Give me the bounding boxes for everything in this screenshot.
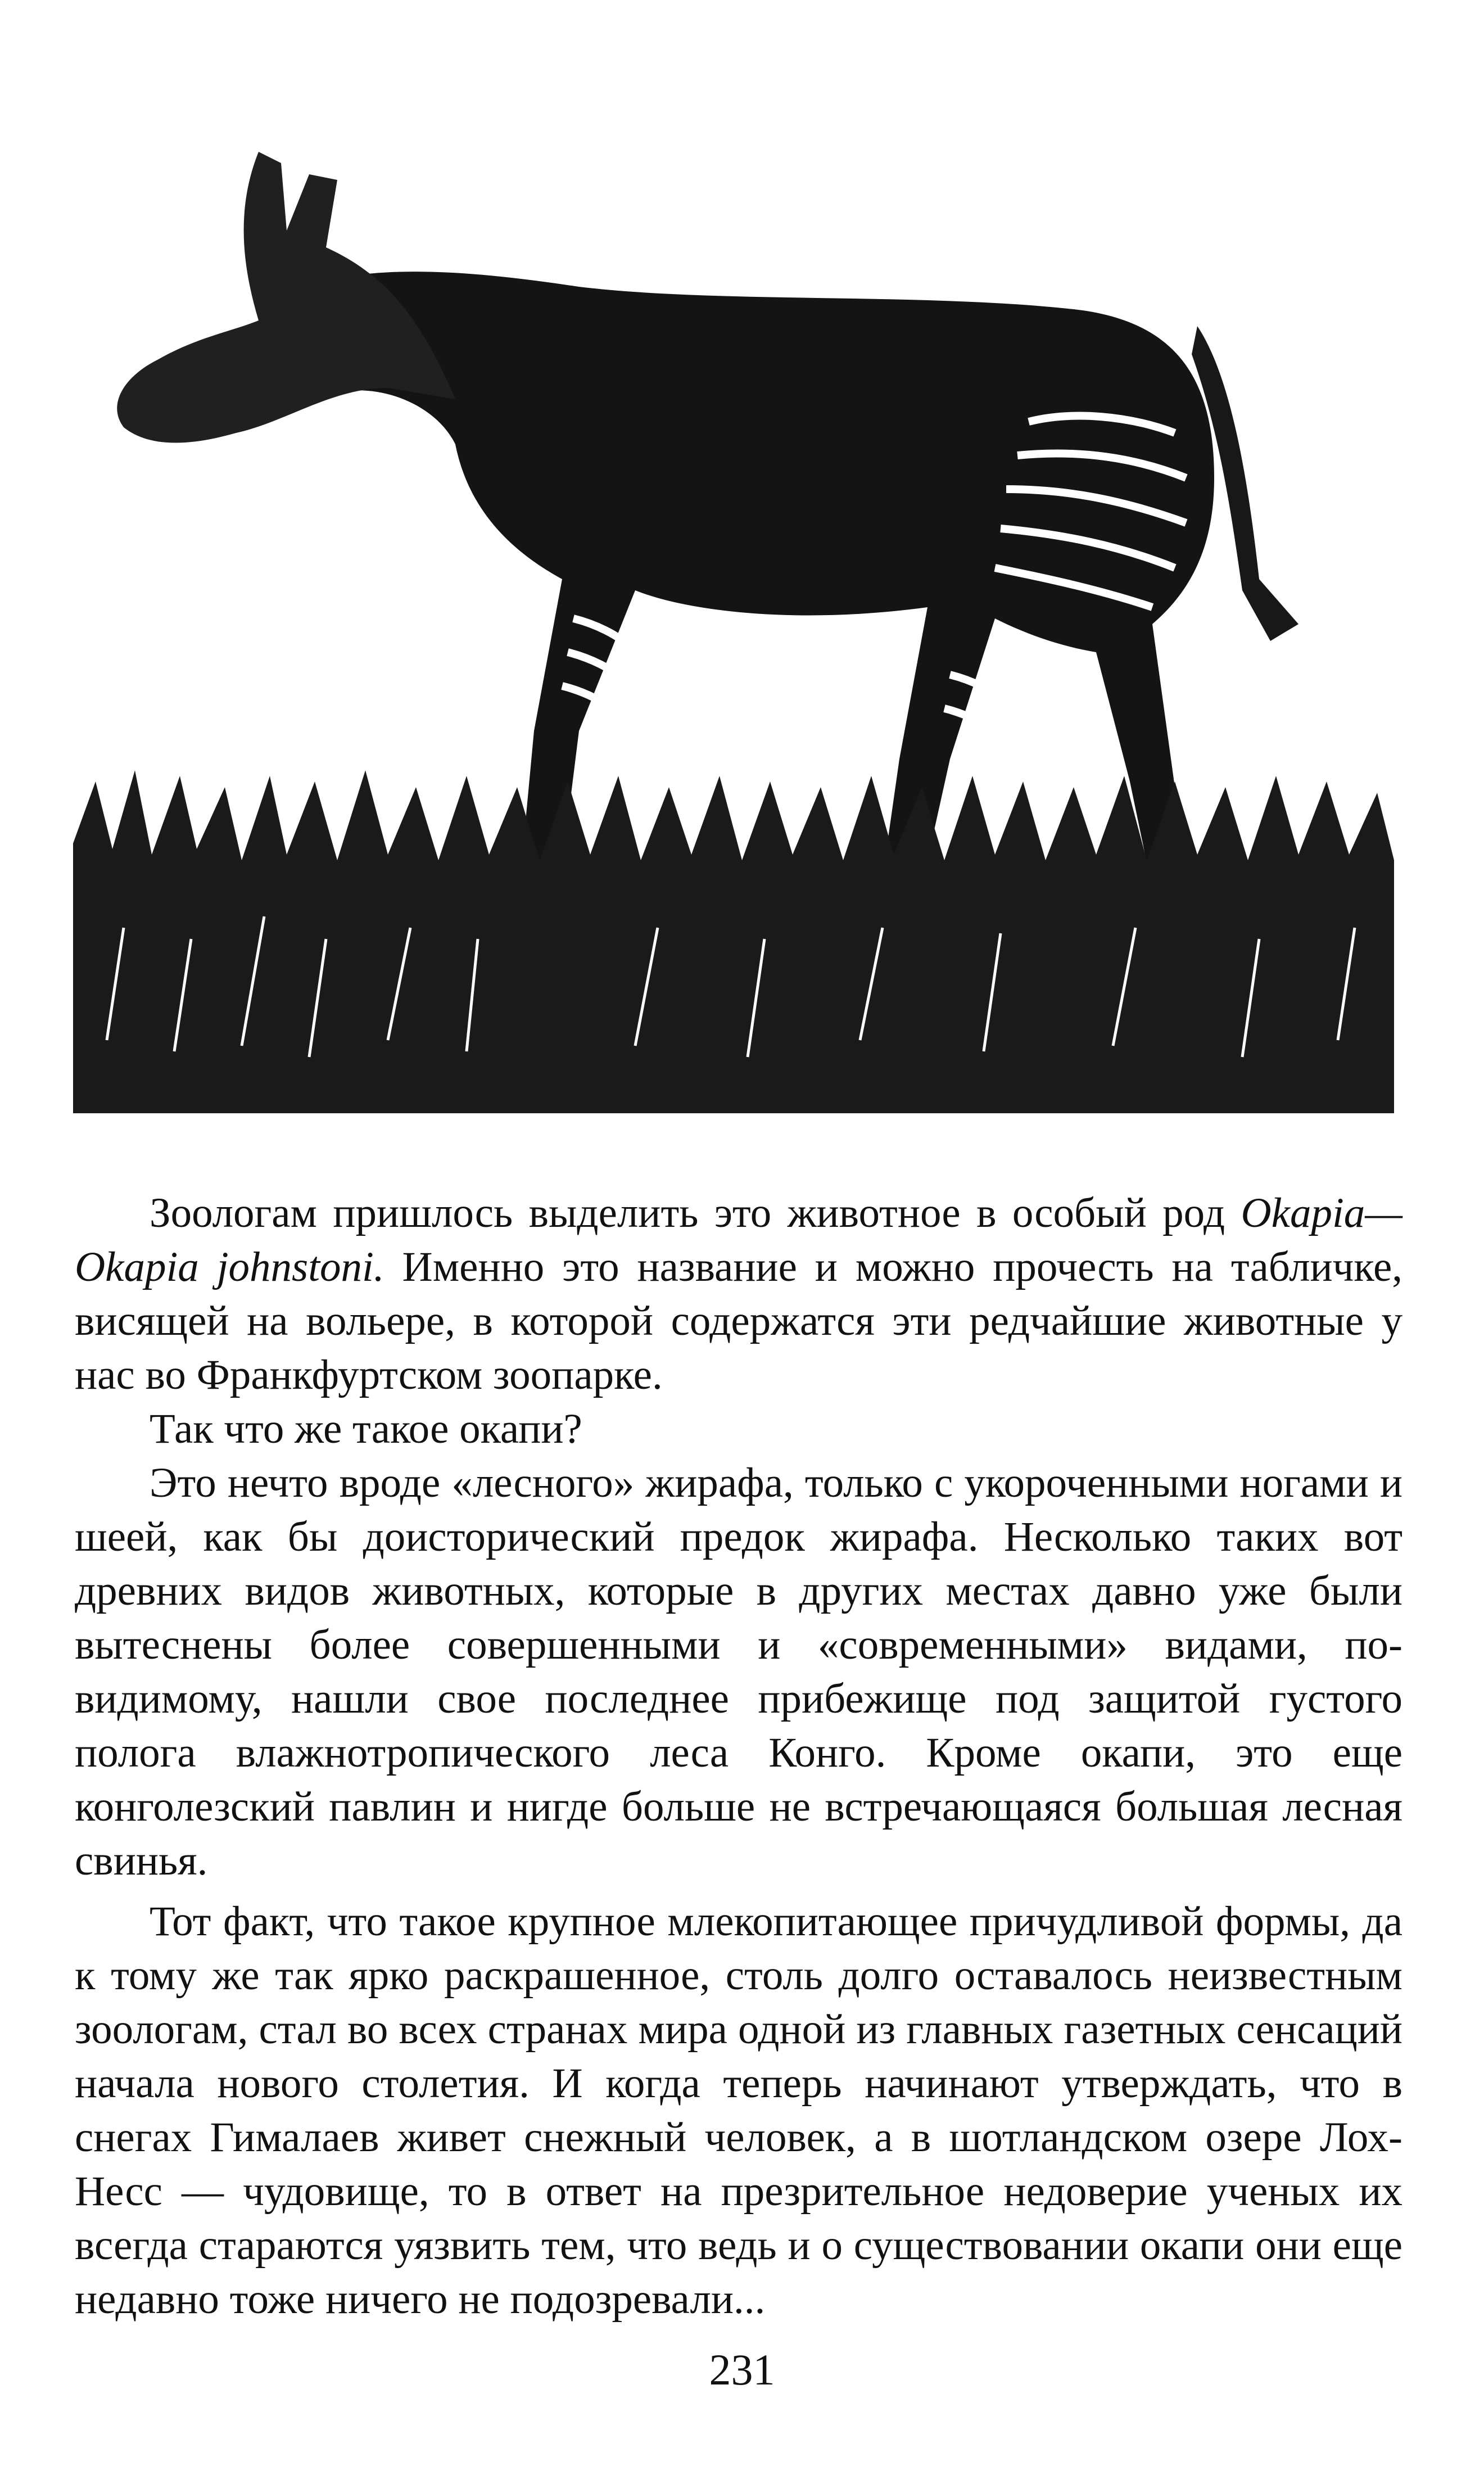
paragraph-4: Тот факт, что такое крупное млекопитающее причудливой формы, да к тому же так ярко раскрашенное, столь долго оставалось неизвестным зоологам, стал во всех странах мира одной из главных газетных сенсаций начала нового столетия. И когда теперь начинают утверждать, что в снегах Гималаев живет снежный человек, а в шотландском озере Лох-Несс — чудовище, то в ответ на презрительное недоверие ученых их всегда стараются уязвить тем, что ведь и о существовании окапи они еще недавно тоже ничего не подозревали... — [75, 1898, 1402, 2323]
page-number: 231 — [709, 2345, 775, 2394]
paragraph-1-end: Именно это название и можно прочесть на табличке, висящей на вольере, в которой содержатся эти редчайшие животные у нас во Франкфуртском зоопарке. — [75, 1244, 1402, 1398]
paragraph-3: Это нечто вроде «лесного» жирафа, только с укороченными ногами и шеей, как бы доисторический предок жирафа. Несколько таких вот древних видов животных, которые в других местах давно уже были вытеснены более совершенными и «современными» видами, по-видимому, нашли свое последнее прибежище под защитой густого полога влажнотропического леса Конго. Кроме окапи, это еще конголезский павлин и нигде больше не встречающаяся большая лесная свинья. — [75, 1460, 1402, 1884]
page-text — [75, 1186, 1402, 2327]
paragraph-1 — [75, 1186, 1402, 1402]
paragraph-1-start: Зоологам пришлось выделить это животное в особый род — [150, 1190, 1241, 1236]
grass-field — [73, 770, 1394, 1113]
paragraph-2: Так что же такое окапи? — [150, 1406, 582, 1452]
okapi-drawing — [73, 84, 1394, 1113]
okapi-illustration — [73, 84, 1394, 1113]
genus-name: Okapia— Okapia johnstoni. — [75, 1190, 1402, 1290]
